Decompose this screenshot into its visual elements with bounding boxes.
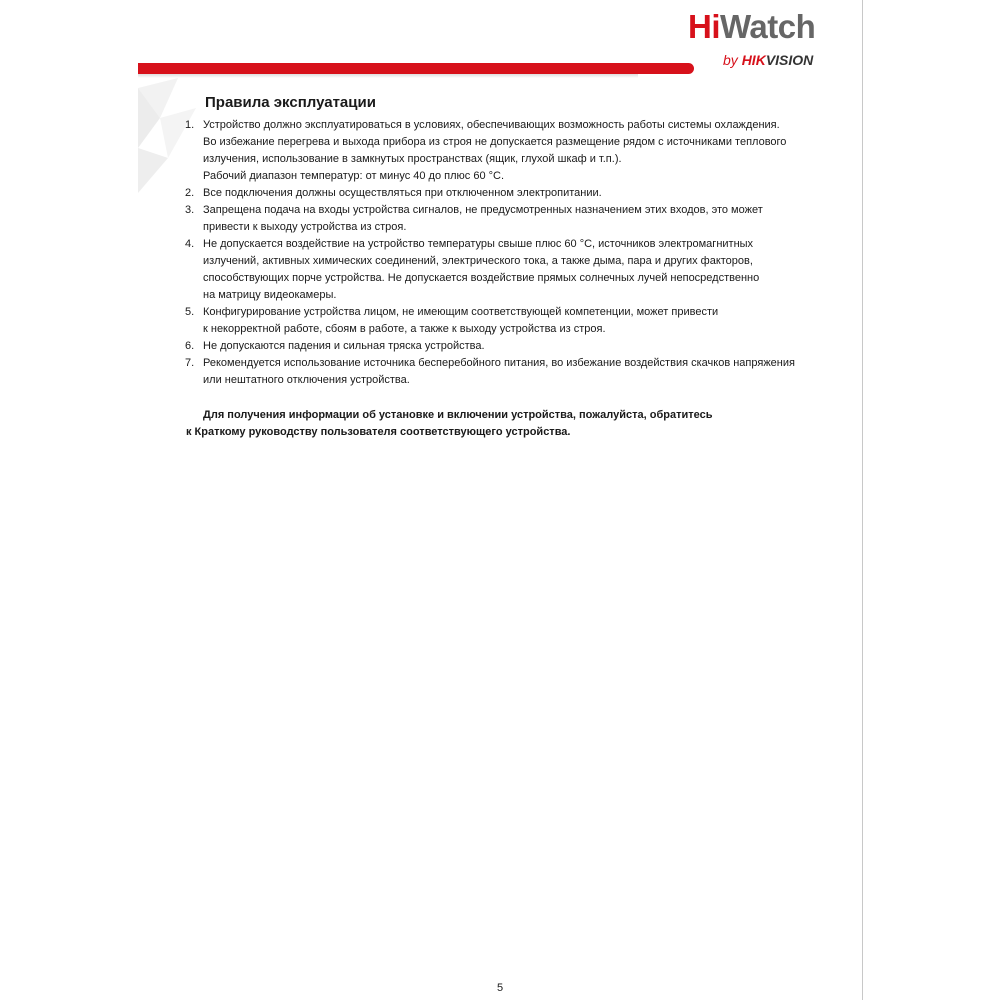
logo-by: by bbox=[723, 52, 738, 68]
rule-text-line: излучений, активных химических соединений, электрического тока, а также дыма, пара и других факторов, bbox=[203, 255, 753, 267]
rule-item bbox=[183, 202, 823, 236]
rule-text-line: Во избежание перегрева и выхода прибора из строя не допускается размещение рядом с источниками теплового bbox=[203, 136, 787, 148]
rule-text-line: Рекомендуется использование источника бесперебойного питания, во избежание воздействия скачков напряжения bbox=[203, 357, 795, 369]
note-line: к Краткому руководству пользователя соответствующего устройства. bbox=[186, 426, 571, 438]
header-red-band bbox=[138, 63, 694, 74]
rule-item bbox=[183, 355, 823, 389]
rule-number: 6. bbox=[185, 340, 195, 352]
rule-number: 5. bbox=[185, 306, 195, 318]
rule-number: 4. bbox=[185, 238, 195, 250]
rule-text-line: на матрицу видеокамеры. bbox=[203, 289, 337, 301]
rules-list bbox=[183, 117, 823, 389]
logo-vision: VISION bbox=[765, 52, 814, 68]
rule-item bbox=[183, 338, 823, 355]
note-line: Для получения информации об установке и включении устройства, пожалуйста, обратитесь bbox=[203, 409, 713, 421]
page-title: Правила эксплуатации bbox=[205, 94, 376, 111]
rule-text-line: Не допускается воздействие на устройство температуры свыше плюс 60 °C, источников электромагнитных bbox=[203, 238, 754, 250]
rule-item bbox=[183, 304, 823, 338]
rule-text-line: излучения, использование в замкнутых пространствах (ящик, глухой шкаф и т.п.). bbox=[203, 153, 622, 165]
rule-number: 2. bbox=[185, 187, 195, 199]
rule-item bbox=[183, 185, 823, 202]
header-band-shadow bbox=[138, 74, 638, 78]
logo-byline bbox=[723, 52, 813, 68]
rule-text-line: способствующих порче устройства. Не допускается воздействие прямых солнечных лучей непосредственно bbox=[203, 272, 760, 284]
rule-text-line: Конфигурирование устройства лицом, не имеющим соответствующей компетенции, может привести bbox=[203, 306, 719, 318]
page-number: 5 bbox=[496, 982, 504, 994]
rule-text-line: Устройство должно эксплуатироваться в условиях, обеспечивающих возможность работы системы охлаждения. bbox=[203, 119, 780, 131]
rule-item bbox=[183, 117, 823, 185]
rule-text-line: к некорректной работе, сбоям в работе, а также к выходу устройства из строя. bbox=[203, 323, 606, 335]
rule-item bbox=[183, 236, 823, 304]
installation-note bbox=[183, 407, 713, 441]
page-edge bbox=[862, 0, 863, 1000]
rule-number: 3. bbox=[185, 204, 195, 216]
logo-watch: Watch bbox=[720, 8, 816, 45]
rule-text-line: привести к выходу устройства из строя. bbox=[203, 221, 407, 233]
rule-text-line: Все подключения должны осуществляться при отключенном электропитании. bbox=[203, 187, 602, 199]
logo-wordmark bbox=[688, 8, 815, 46]
logo-hik: HIK bbox=[741, 52, 766, 68]
rule-text-line: Запрещена подача на входы устройства сигналов, не предусмотренных назначением этих входов, это может bbox=[203, 204, 763, 216]
rule-number: 1. bbox=[185, 119, 195, 131]
hiwatch-logo bbox=[688, 8, 838, 68]
rule-number: 7. bbox=[185, 357, 195, 369]
rule-text-line: Не допускаются падения и сильная тряска устройства. bbox=[203, 340, 485, 352]
rule-text-line: Рабочий диапазон температур: от минус 40 до плюс 60 °C. bbox=[203, 170, 505, 182]
logo-hi: Hi bbox=[688, 8, 720, 45]
rule-text-line: или нештатного отключения устройства. bbox=[203, 374, 410, 386]
